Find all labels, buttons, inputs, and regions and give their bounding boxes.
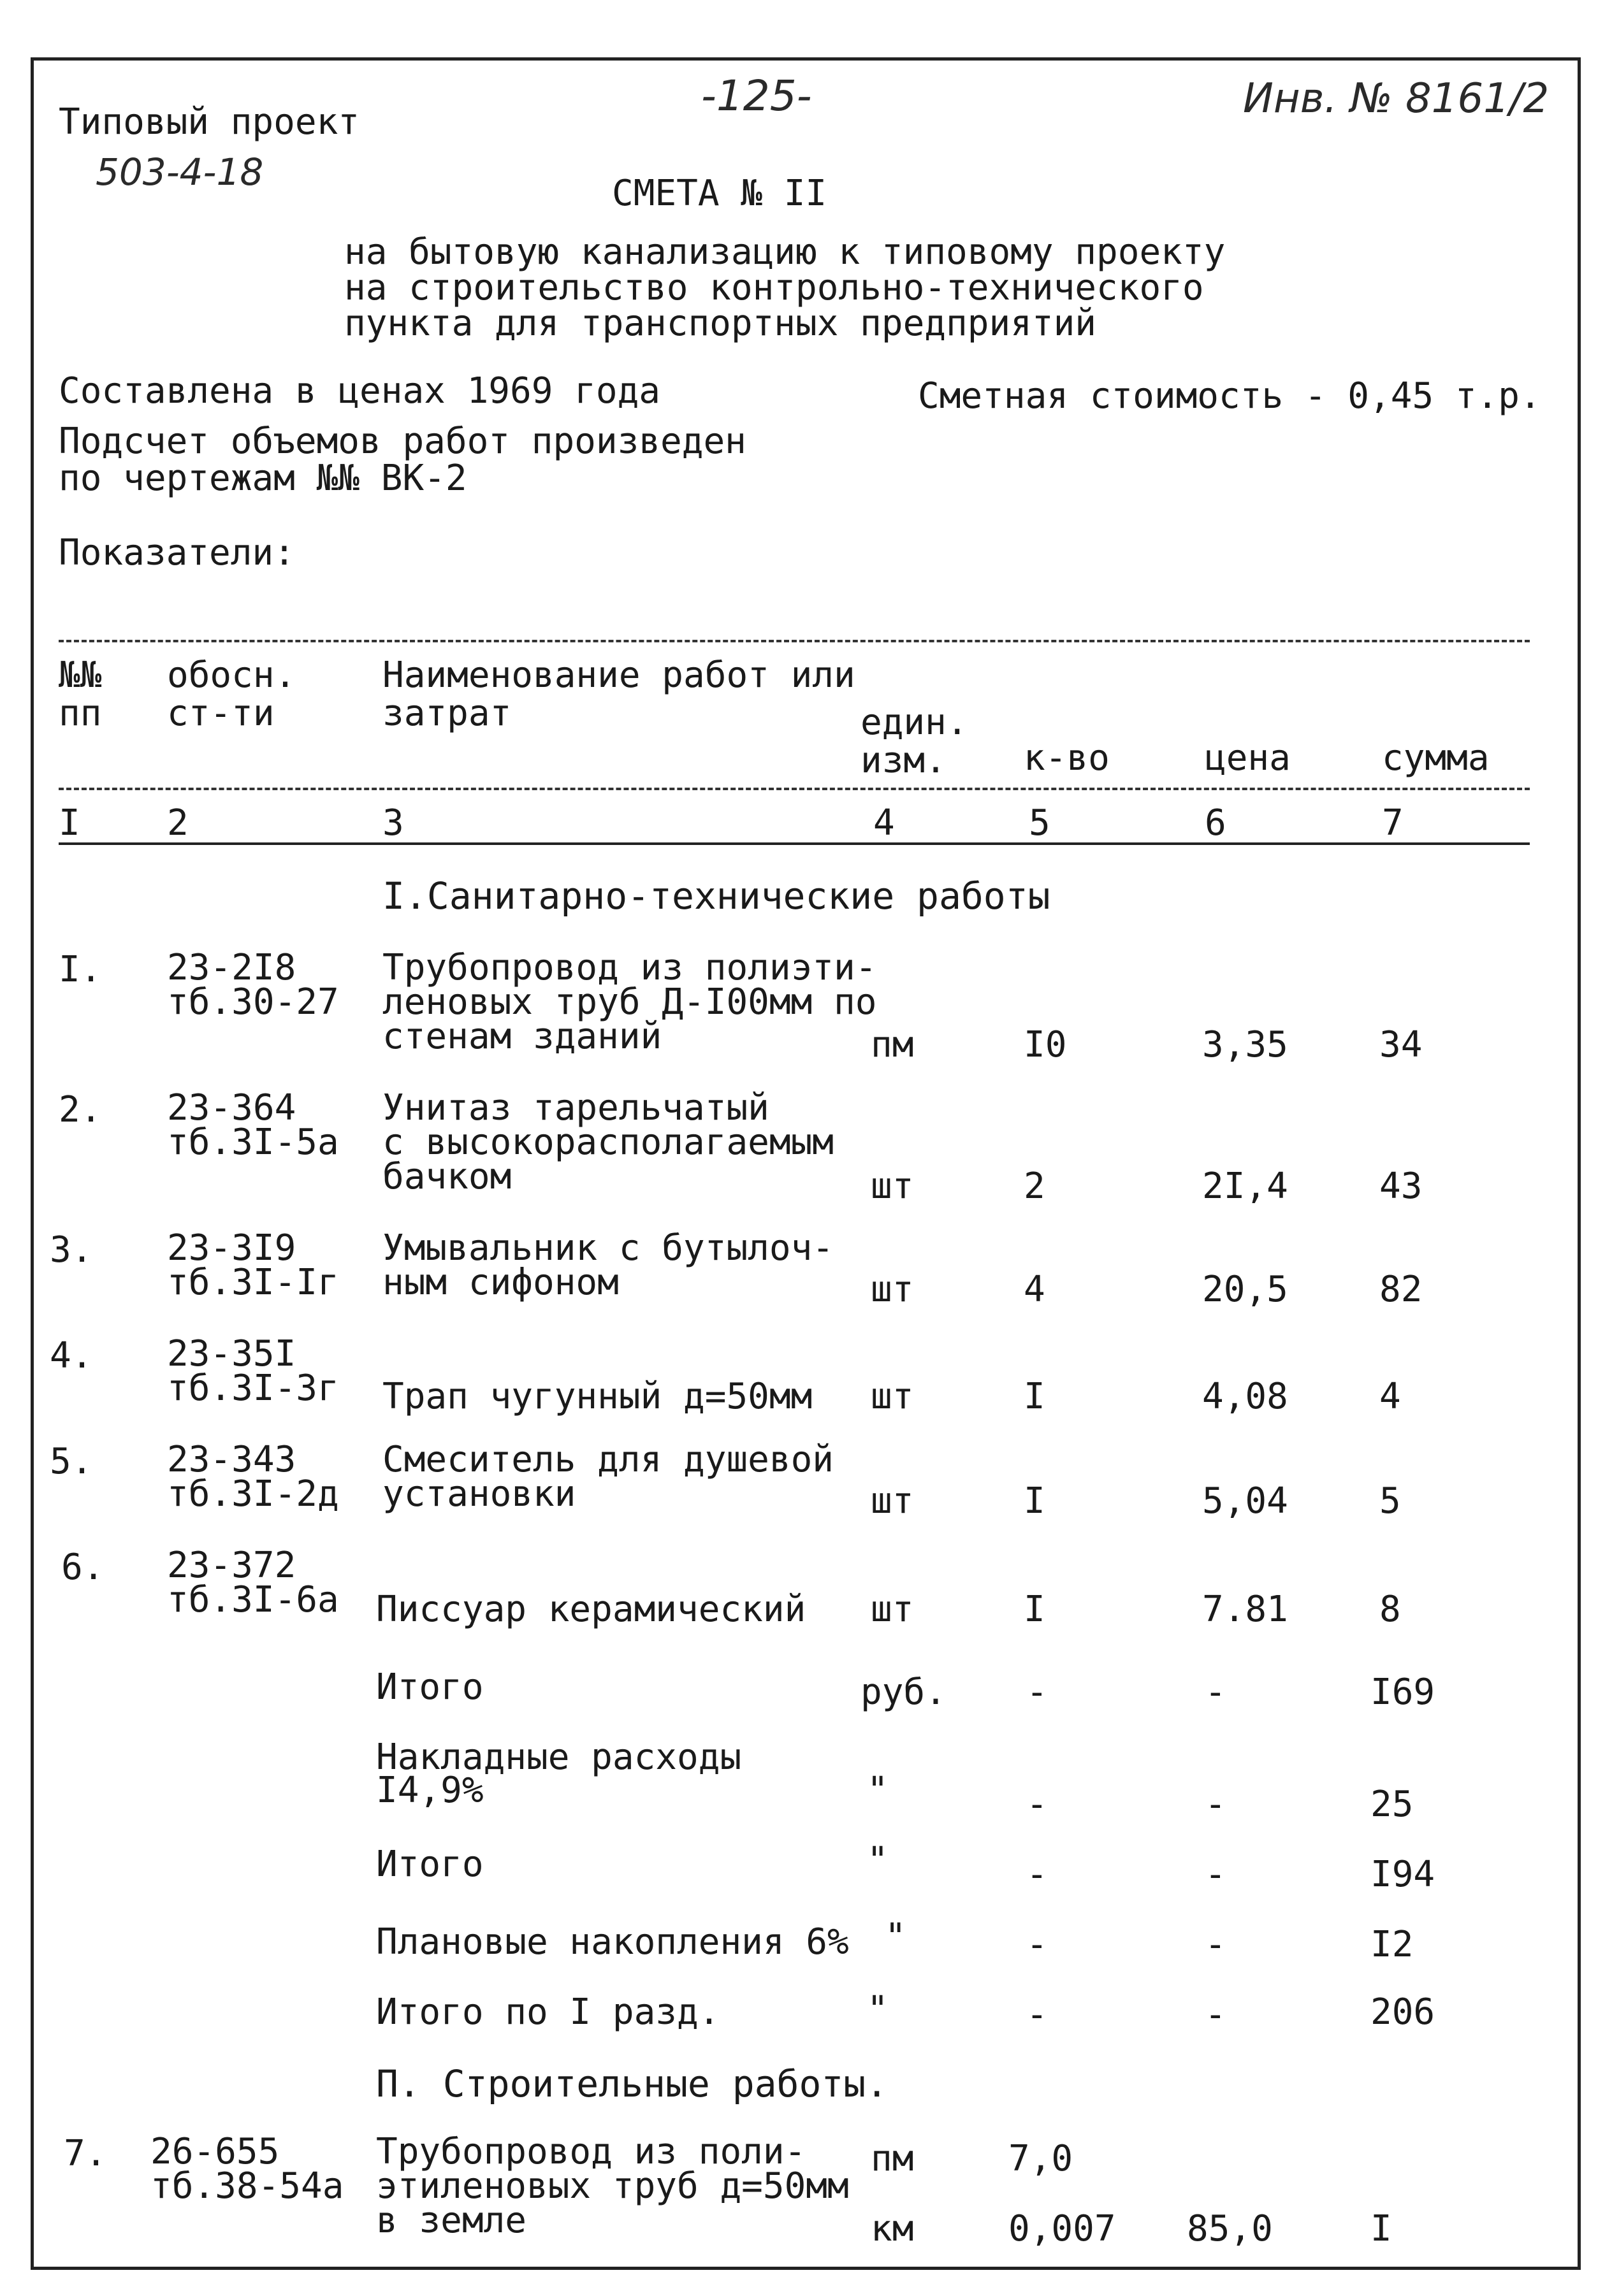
total-price: -: [1205, 1994, 1226, 2035]
total-qty: -: [1026, 1784, 1048, 1825]
volume-line: Подсчет объемов работ произведен: [59, 421, 746, 462]
row-qty: 7,0: [1008, 2138, 1073, 2179]
row-sum: 4: [1379, 1376, 1401, 1417]
header-bottom-rule: [59, 788, 1530, 790]
row-number: I.: [59, 949, 102, 990]
estimate-title: СМЕТА № II: [612, 173, 827, 214]
total-price: -: [1205, 1924, 1226, 1965]
row-price: 20,5: [1202, 1269, 1288, 1310]
row-number: 3.: [50, 1229, 93, 1271]
row-number: 2.: [59, 1089, 102, 1130]
column-number: 3: [382, 802, 404, 844]
row-qty: I: [1024, 1589, 1045, 1630]
column-number: 2: [167, 802, 189, 844]
indicators-label: Показатели:: [59, 532, 295, 574]
row-basis: 23-35I тб.3I-3г: [167, 1333, 339, 1409]
total-unit: ": [867, 1989, 889, 2030]
column-number: 7: [1382, 802, 1404, 844]
row-basis: 23-3I9 тб.3I-Iг: [167, 1227, 339, 1303]
row-unit: шт: [871, 1589, 914, 1630]
header-col1: №№ пп: [59, 654, 102, 734]
total-sum: I69: [1370, 1671, 1435, 1713]
row-price: 5,04: [1202, 1480, 1288, 1522]
total-sum: I94: [1370, 1854, 1435, 1895]
row-number: 7.: [64, 2133, 107, 2174]
row-sum: 5: [1379, 1480, 1401, 1522]
row-qty: 0,007: [1008, 2208, 1116, 2249]
row-unit: пм: [871, 2138, 914, 2179]
project-code: 503-4-18: [96, 150, 264, 194]
row-sum: 34: [1379, 1024, 1423, 1065]
row-sum: 43: [1379, 1166, 1423, 1207]
total-qty: -: [1026, 1994, 1048, 2035]
estimated-cost: Сметная стоимость - 0,45 т.р.: [918, 375, 1541, 417]
total-price: -: [1205, 1854, 1226, 1895]
row-price: 7.81: [1202, 1589, 1288, 1630]
row-qty: I0: [1024, 1024, 1067, 1065]
row-basis: 23-2I8 тб.30-27: [167, 947, 339, 1023]
column-number: 5: [1029, 802, 1050, 844]
total-unit: ": [885, 1916, 906, 1958]
row-name: Трубопровод из полиэти- леновых труб Д-I00мм по стенам зданий: [382, 947, 877, 1057]
page-number: -125-: [701, 71, 812, 120]
subject-line: на строительство контрольно-технического: [344, 267, 1204, 308]
total-sum: 25: [1370, 1784, 1414, 1825]
row-unit: пм: [871, 1024, 914, 1065]
total-name: Накладные расходы I4,9%: [376, 1736, 742, 1811]
column-number: 6: [1205, 802, 1226, 844]
estimate-subject: [344, 231, 1226, 344]
project-label: Типовый проект: [59, 101, 360, 143]
total-qty: -: [1026, 1854, 1048, 1895]
total-qty: -: [1026, 1924, 1048, 1965]
total-price: -: [1205, 1671, 1226, 1713]
row-number: 4.: [50, 1335, 93, 1376]
row-basis: 23-372 тб.3I-6а: [167, 1545, 339, 1621]
row-unit: км: [871, 2208, 914, 2249]
total-unit: ": [867, 1770, 889, 1811]
volume-line: по чертежам №№ ВК-2: [59, 458, 467, 499]
row-unit: шт: [871, 1269, 914, 1310]
row-price: 3,35: [1202, 1024, 1288, 1065]
row-sum: 8: [1379, 1589, 1401, 1630]
row-sum: I: [1370, 2208, 1392, 2249]
row-price: 85,0: [1187, 2208, 1273, 2249]
section-title: I.Санитарно-технические работы: [382, 874, 1050, 918]
total-name: Плановые накопления 6%: [376, 1921, 849, 1963]
header-col6: цена: [1205, 737, 1291, 779]
row-qty: 2: [1024, 1166, 1045, 1207]
row-unit: шт: [871, 1166, 914, 1207]
row-qty: I: [1024, 1376, 1045, 1417]
total-price: -: [1205, 1784, 1226, 1825]
row-name: Унитаз тарельчатый с высокорасполагаемым бачком: [382, 1087, 834, 1197]
subject-line: на бытовую канализацию к типовому проекту: [344, 231, 1226, 273]
row-name: Писсуар керамический: [376, 1589, 806, 1630]
total-name: Итого: [376, 1666, 484, 1708]
row-basis: 23-364 тб.3I-5а: [167, 1087, 339, 1163]
row-qty: 4: [1024, 1269, 1045, 1310]
subject-line: пункта для транспортных предприятий: [344, 303, 1097, 344]
row-sum: 82: [1379, 1269, 1423, 1310]
row-name: Трап чугунный д=50мм: [382, 1376, 813, 1417]
row-unit: шт: [871, 1480, 914, 1522]
total-qty: -: [1026, 1671, 1048, 1713]
total-name: Итого: [376, 1844, 484, 1885]
section-title: П. Строительные работы.: [376, 2062, 889, 2105]
row-price: 4,08: [1202, 1376, 1288, 1417]
row-basis: 26-655 тб.38-54а: [150, 2131, 344, 2207]
column-number: I: [59, 802, 80, 844]
prices-year: Составлена в ценах 1969 года: [59, 370, 661, 412]
row-name: Трубопровод из поли- этиленовых труб д=50мм в земле: [376, 2131, 849, 2241]
inventory-number: Инв. № 8161/2: [1243, 75, 1550, 122]
total-name: Итого по I разд.: [376, 1991, 720, 2033]
volume-basis: [59, 423, 746, 497]
total-unit: ": [867, 1840, 889, 1881]
header-col2: обосн. ст-ти: [167, 654, 296, 734]
total-sum: I2: [1370, 1924, 1414, 1965]
row-unit: шт: [871, 1376, 914, 1417]
row-number: 6.: [61, 1547, 105, 1588]
row-name: Умывальник с бутылоч- ным сифоном: [382, 1227, 834, 1303]
total-unit: руб.: [860, 1671, 947, 1713]
total-sum: 206: [1370, 1991, 1435, 2033]
header-col7: сумма: [1382, 737, 1490, 779]
row-price: 2I,4: [1202, 1166, 1288, 1207]
column-number: 4: [873, 802, 895, 844]
column-numbers-rule: [59, 842, 1530, 845]
row-basis: 23-343 тб.3I-2д: [167, 1439, 339, 1515]
table-top-rule: [59, 640, 1530, 642]
header-col3: Наименование работ или затрат: [382, 654, 855, 734]
header-col4: един. изм.: [860, 702, 968, 781]
row-qty: I: [1024, 1480, 1045, 1522]
header-col5: к-во: [1024, 737, 1110, 779]
row-name: Смеситель для душевой установки: [382, 1439, 834, 1515]
row-number: 5.: [50, 1441, 93, 1482]
